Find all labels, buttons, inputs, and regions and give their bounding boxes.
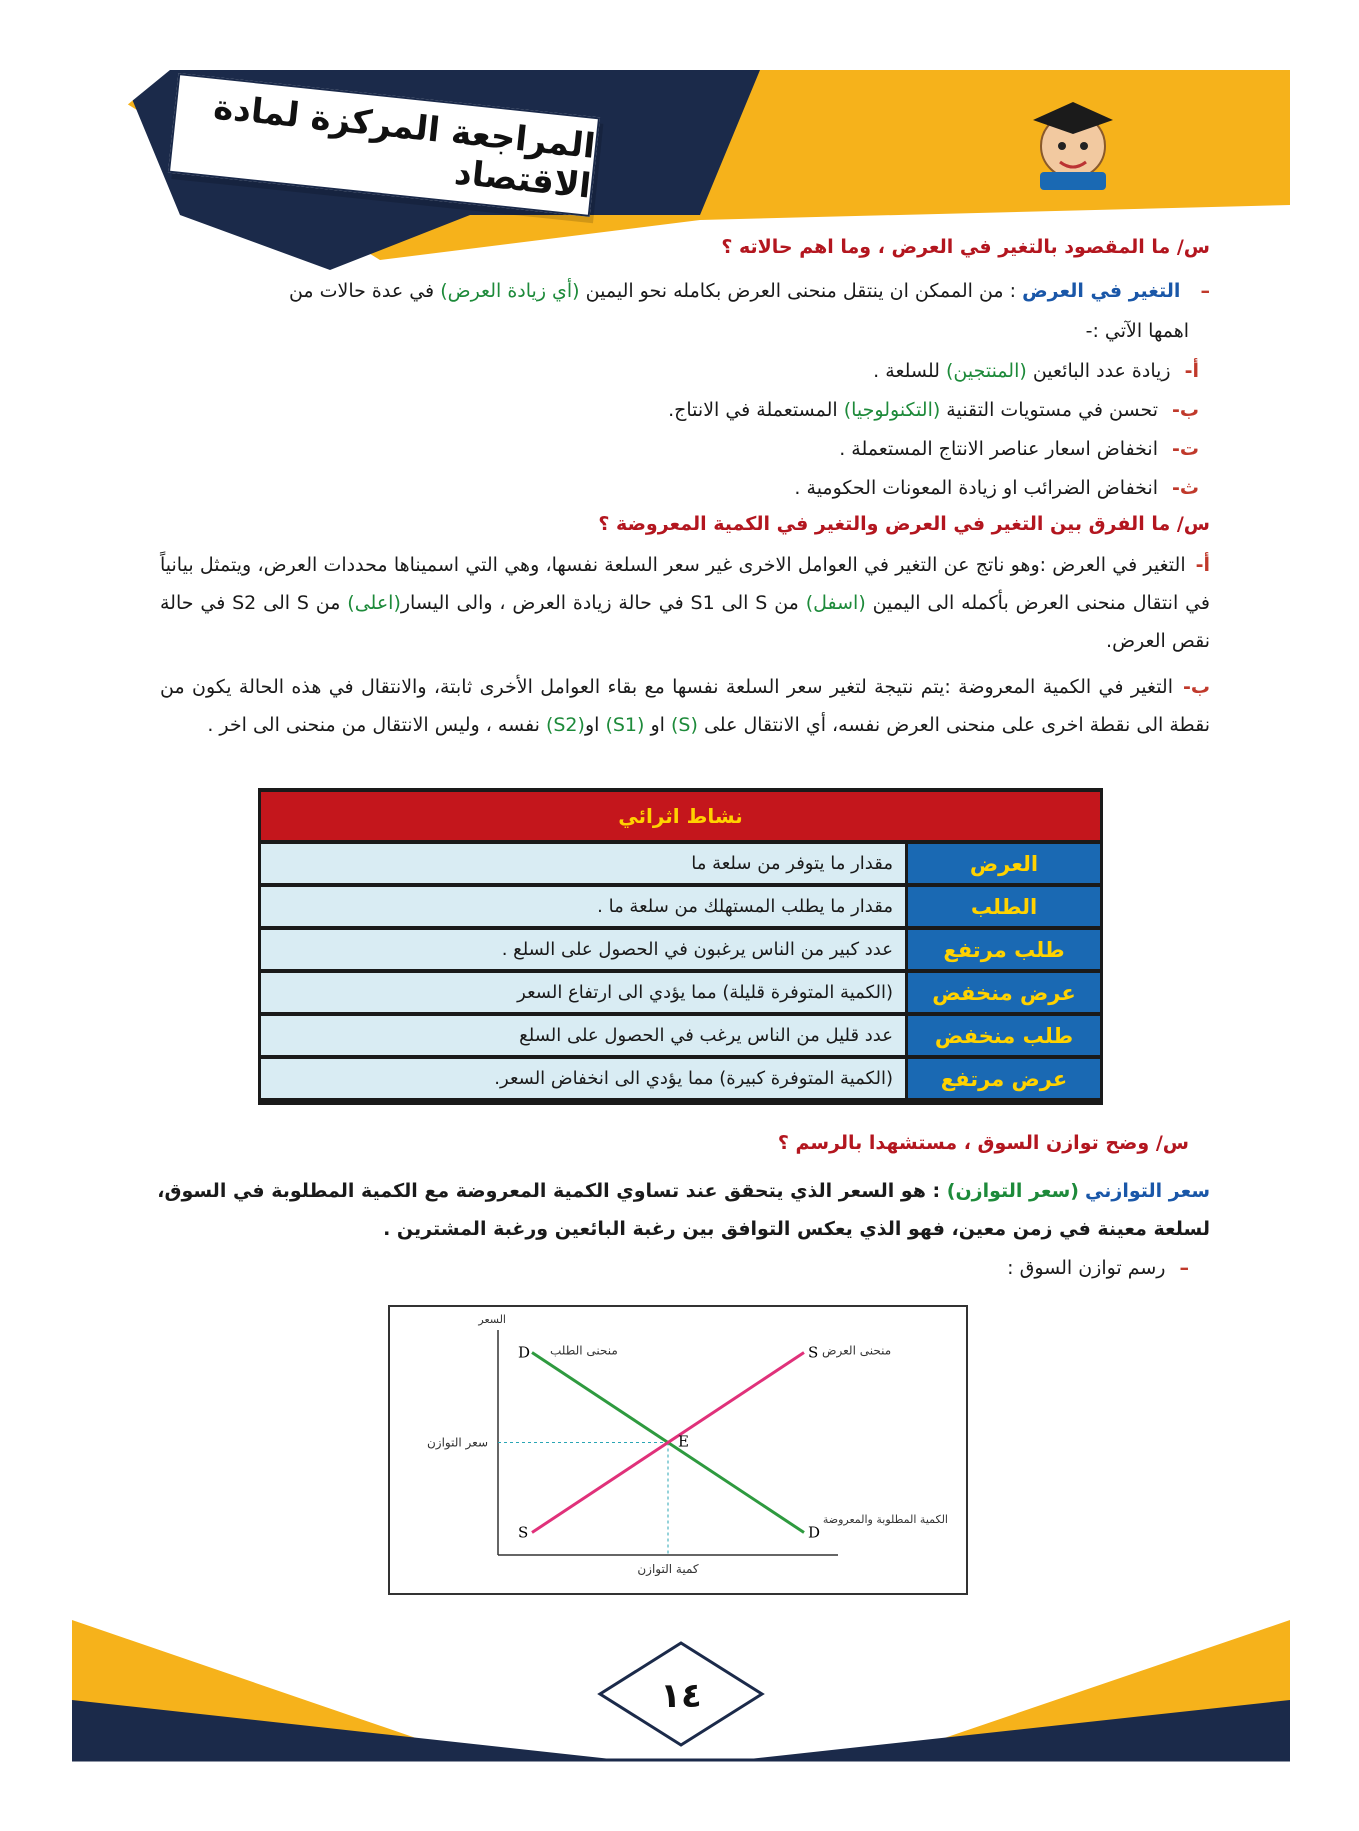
q1-definition — [289, 280, 1210, 303]
item-text: للسلعة . — [873, 360, 946, 382]
q2-b-text: او — [584, 714, 606, 736]
q2-answer-b — [160, 668, 1210, 744]
q1-item — [873, 360, 1199, 383]
q2-b-green: (S1) — [605, 714, 645, 736]
table-def: عدد قليل من الناس يرغب في الحصول على السلع — [261, 1016, 905, 1055]
page-number: ١٤ — [660, 1676, 702, 1716]
q2-answer-a — [160, 546, 1210, 660]
table-row — [261, 887, 1100, 926]
q3-definition — [157, 1180, 1210, 1203]
q3-term-paren: (سعر التوازن) — [946, 1180, 1079, 1202]
item-marker: ب- — [1183, 676, 1210, 698]
table-row — [261, 1059, 1100, 1098]
table-term: طلب مرتفع — [905, 930, 1100, 969]
item-text: انخفاض اسعار عناصر الانتاج المستعملة . — [839, 438, 1159, 460]
page-number-badge — [596, 1639, 766, 1749]
table-row — [261, 1016, 1100, 1055]
q2-a-text: التغير في العرض :وهو ناتج عن التغير في العوامل الاخرى غير سعر السلعة نفسها، وهي التي اسميناها محددات العرض، ويتمثل بيانياً في انتقال منحنى العرض بأكمله الى اليمين — [160, 554, 1210, 614]
activity-table — [258, 788, 1103, 1105]
mascot-logo-icon — [1018, 88, 1128, 198]
item-text: المستعملة في الانتاج. — [668, 399, 844, 421]
table-def: (الكمية المتوفرة كبيرة) مما يؤدي الى انخفاض السعر. — [261, 1059, 905, 1098]
item-marker: ث- — [1172, 477, 1199, 499]
q3-draw-label — [1007, 1257, 1189, 1280]
demand-curve-name: منحنى الطلب — [550, 1343, 618, 1358]
question-1: س/ ما المقصود بالتغير في العرض ، وما اهم حالاته ؟ — [721, 236, 1210, 258]
table-term: العرض — [905, 844, 1100, 883]
q1-def-term: التغير في العرض — [1022, 280, 1181, 302]
question-3: س/ وضح توازن السوق ، مستشهدا بالرسم ؟ — [777, 1132, 1189, 1154]
q2-b-text: التغير في الكمية المعروضة :يتم نتيجة لتغير سعر السلعة نفسها مع بقاء العوامل الأخرى ثابتة، والانتقال في هذه الحالة يكون من نقطة الى نقطة اخرى على منحنى العرض نفسه، أي الانتقال على — [160, 676, 1210, 736]
q1-item — [794, 477, 1199, 500]
table-term: عرض منخفض — [905, 973, 1100, 1012]
item-green: (التكنولوجيا) — [843, 399, 941, 421]
equilibrium-price-label: سعر التوازن — [426, 1435, 488, 1450]
table-row — [261, 930, 1100, 969]
table-def: مقدار ما يتوفر من سلعة ما — [261, 844, 905, 883]
table-term: طلب منخفض — [905, 1016, 1100, 1055]
q3-term: سعر التوازني — [1085, 1180, 1210, 1202]
activity-title: نشاط اثرائي — [261, 792, 1100, 840]
market-equilibrium-chart — [388, 1305, 968, 1595]
item-marker: ت- — [1172, 438, 1199, 460]
item-marker: أ- — [1184, 360, 1199, 382]
demand-end-label: D — [808, 1523, 821, 1542]
q3-text-cont: لسلعة معينة في زمن معين، فهو الذي يعكس التوافق بين رغبة البائعين ورغبة المشترين . — [383, 1218, 1210, 1240]
page-title: المراجعة المركزة لمادة الاقتصاد — [211, 87, 598, 207]
equilibrium-point-label: E — [678, 1432, 689, 1451]
table-def: مقدار ما يطلب المستهلك من سلعة ما . — [261, 887, 905, 926]
q1-def-paren: (أي زيادة العرض) — [440, 280, 580, 302]
supply-start-label: S — [518, 1523, 529, 1542]
q2-b-text: او — [644, 714, 671, 736]
item-marker: ب- — [1172, 399, 1199, 421]
table-def: (الكمية المتوفرة قليلة) مما يؤدي الى ارتفاع السعر — [261, 973, 905, 1012]
item-text: انخفاض الضرائب او زيادة المعونات الحكومية . — [794, 477, 1159, 499]
q1-item — [668, 399, 1199, 422]
q2-a-green: (اعلى) — [347, 592, 401, 614]
draw-label-text: رسم توازن السوق : — [1007, 1257, 1166, 1279]
table-term: الطلب — [905, 887, 1100, 926]
dash-marker: – — [1200, 280, 1210, 302]
footer-navy-right — [740, 1700, 1290, 1760]
q2-a-text: من S الى S1 في حالة زيادة العرض ، والى اليسار — [400, 592, 806, 614]
item-marker: أ- — [1195, 554, 1210, 576]
item-text: زيادة عدد البائعين — [1026, 360, 1171, 382]
y-axis-label: السعر — [478, 1313, 506, 1326]
question-2: س/ ما الفرق بين التغير في العرض والتغير في الكمية المعروضة ؟ — [598, 513, 1210, 535]
q2-a-green: (اسفل) — [805, 592, 866, 614]
table-def: عدد كبير من الناس يرغبون في الحصول على السلع . — [261, 930, 905, 969]
q3-text: : هو السعر الذي يتحقق عند تساوي الكمية المعروضة مع الكمية المطلوبة في السوق، — [157, 1180, 947, 1202]
supply-end-label: S — [808, 1343, 819, 1362]
table-row — [261, 844, 1100, 883]
x-axis-label: الكمية المطلوبة والمعروضة — [822, 1513, 948, 1526]
table-row — [261, 973, 1100, 1012]
q1-def-cont: اهمها الآتي :- — [1085, 320, 1189, 342]
q2-a-text: من S الى S2 في حالة نقص العرض. — [160, 592, 1210, 652]
dash-marker: – — [1179, 1257, 1189, 1279]
q1-item — [839, 438, 1199, 461]
item-green: (المنتجين) — [945, 360, 1027, 382]
table-term: عرض مرتفع — [905, 1059, 1100, 1098]
demand-start-label: D — [518, 1343, 531, 1362]
footer-navy-left — [72, 1700, 620, 1760]
q1-def-text: : من الممكن ان ينتقل منحنى العرض بكامله نحو اليمين — [585, 280, 1023, 302]
q1-def-text-2: في عدة حالات من — [288, 280, 441, 302]
q2-b-green: (S2) — [545, 714, 585, 736]
equilibrium-quantity-label: كمية التوازن — [637, 1562, 699, 1576]
item-text: تحسن في مستويات التقنية — [940, 399, 1159, 421]
q2-b-text: نفسه ، وليس الانتقال من منحنى الى اخر . — [207, 714, 546, 736]
q2-b-green: (S) — [671, 714, 698, 736]
supply-curve-name: منحنى العرض — [822, 1343, 892, 1358]
